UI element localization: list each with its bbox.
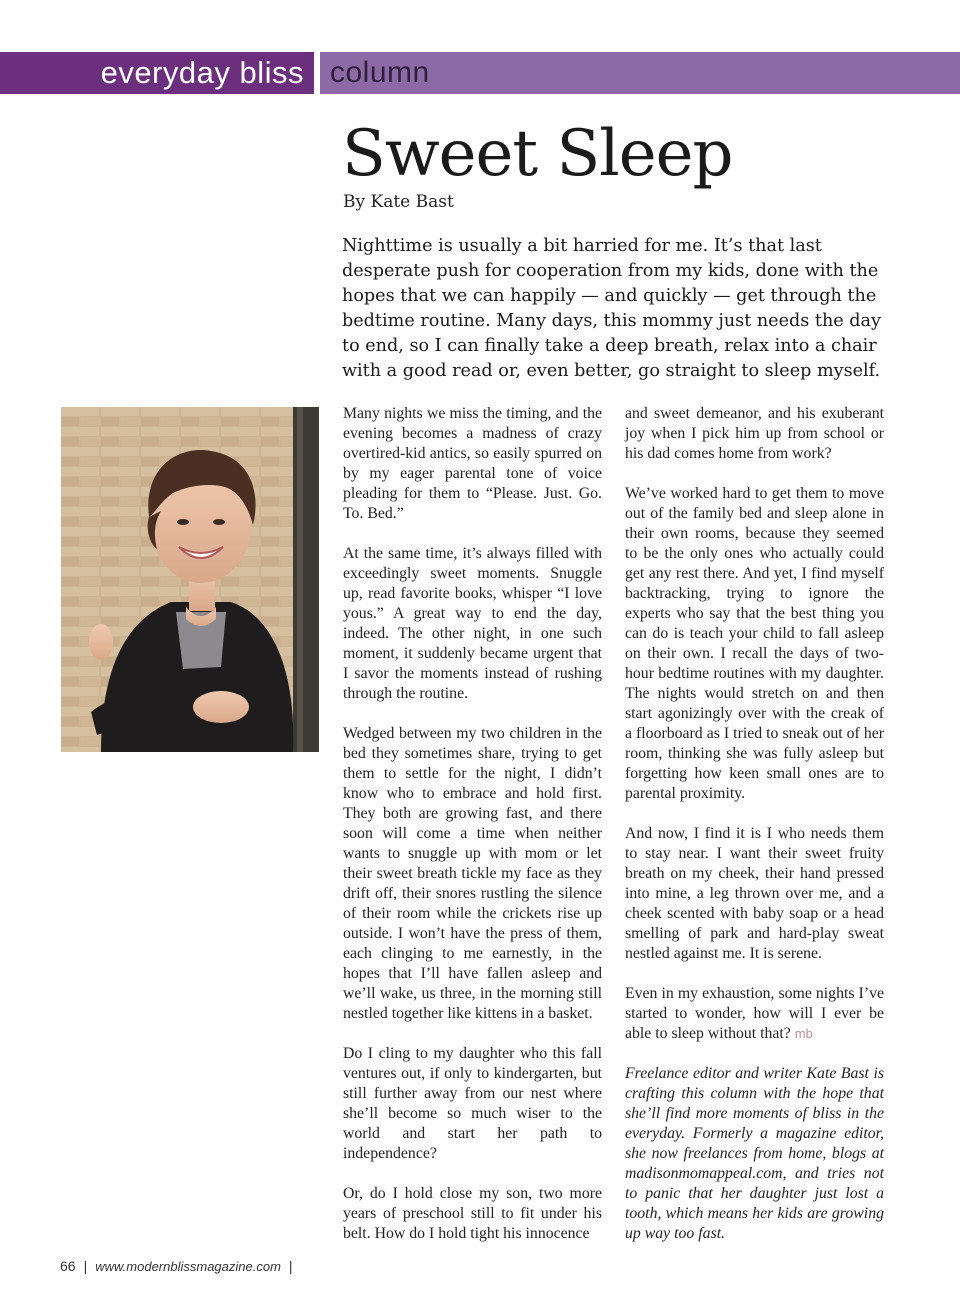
body-paragraph: Do I cling to my daughter who this fall ventures out, if only to kindergarten, but still further away from our nest where she’ll become so much wiser to the world and start her path to independence? — [343, 1045, 602, 1162]
closing-paragraph — [625, 984, 884, 1044]
body-paragraph: Or, do I hold close my son, two more years of preschool still to fit under his belt. How do I hold tight his innocence — [343, 1185, 602, 1242]
body-column-2 — [625, 404, 884, 1264]
closing-text: Even in my exhaustion, some nights I’ve started to wonder, how will I ever be able to sleep without that? — [625, 985, 884, 1042]
footer-url[interactable]: www.modernblissmagazine.com — [95, 1258, 281, 1274]
body-paragraph: Wedged between my two children in the bed they sometimes share, trying to get them to settle for the night, I didn’t know who to embrace and hold first. They both are growing fast, and there soon will come a time when neither wants to snuggle up with mom or let their sweet breath tickle my face as they drift off, their snores rustling the silence of their room while the crickets rise up outside. I won’t have the press of them, each clinging to me earnestly, in the hopes that I’ll have fallen asleep and we’ll wake, us three, in the morning still nestled together like kittens in a basket. — [343, 725, 602, 1022]
body-paragraph: And now, I find it is I who needs them to stay near. I want their sweet fruity breath on my cheek, their hand pressed into mine, a leg thrown over me, and a cheek scented with baby soap or a head smelling of park and hard-play sweat nestled against me. It is serene. — [625, 825, 884, 962]
footer-divider: | — [83, 1258, 88, 1274]
end-mark: mb — [794, 1026, 813, 1041]
author-photo — [61, 407, 319, 752]
page-footer — [60, 1258, 293, 1274]
section-label: everyday bliss — [100, 55, 304, 90]
body-paragraph: Many nights we miss the timing, and the evening becomes a madness of crazy overtired-kid antics, so easily spurred on by my eager parental tone of voice pleading for them to “Please. Just. Go. To. Bed.” — [343, 405, 602, 522]
body-paragraph: We’ve worked hard to get them to move out of the family bed and sleep alone in their own rooms, because they seemed to be the only ones who actually could get any rest there. And yet, I find myself backtracking, trying to ignore the experts who say that the best thing you can do is teach your child to fall asleep on their own. I recall the days of two-hour bedtime routines with my daughter. The nights would stretch on and then start agonizingly over with the creak of a floorboard as I tried to sneak out of her room, thinking she was fully asleep but forgetting how keen small ones are to parental proximity. — [625, 485, 884, 802]
article-title: Sweet Sleep — [342, 117, 733, 191]
byline: By Kate Bast — [343, 192, 454, 212]
body-paragraph: At the same time, it’s always filled with exceedingly sweet moments. Snuggle up, read favorite books, whisper “I love yous.” A great way to end the day, indeed. The other night, in one such moment, it suddenly became urgent that I savor the moments instead of rushing through the routine. — [343, 545, 602, 702]
footer-divider: | — [288, 1258, 293, 1274]
body-paragraph: and sweet demeanor, and his exuberant joy when I pick him up from school or his dad comes home from work? — [625, 405, 884, 462]
page-number: 66 — [60, 1258, 76, 1274]
section-banner — [0, 52, 314, 94]
intro-paragraph: Nighttime is usually a bit harried for me. It’s that last desperate push for cooperation from my kids, done with the hopes that we can happily — and quickly — get through the bedtime routine. Many days, this mommy just needs the day to end, so I can finally take a deep breath, relax into a chair with a good read or, even better, go straight to sleep myself. — [342, 236, 881, 381]
body-column-1 — [343, 404, 602, 1264]
category-banner — [320, 52, 960, 94]
category-label: column — [330, 56, 430, 89]
author-bio: Freelance editor and writer Kate Bast is crafting this column with the hope that she’ll find more moments of bliss in the everyday. Formerly a magazine editor, she now freelances from home, blogs at madisonmomappeal.com, and tries not to panic that her daughter just lost a tooth, which means her kids are growing up way too fast. — [625, 1065, 884, 1242]
